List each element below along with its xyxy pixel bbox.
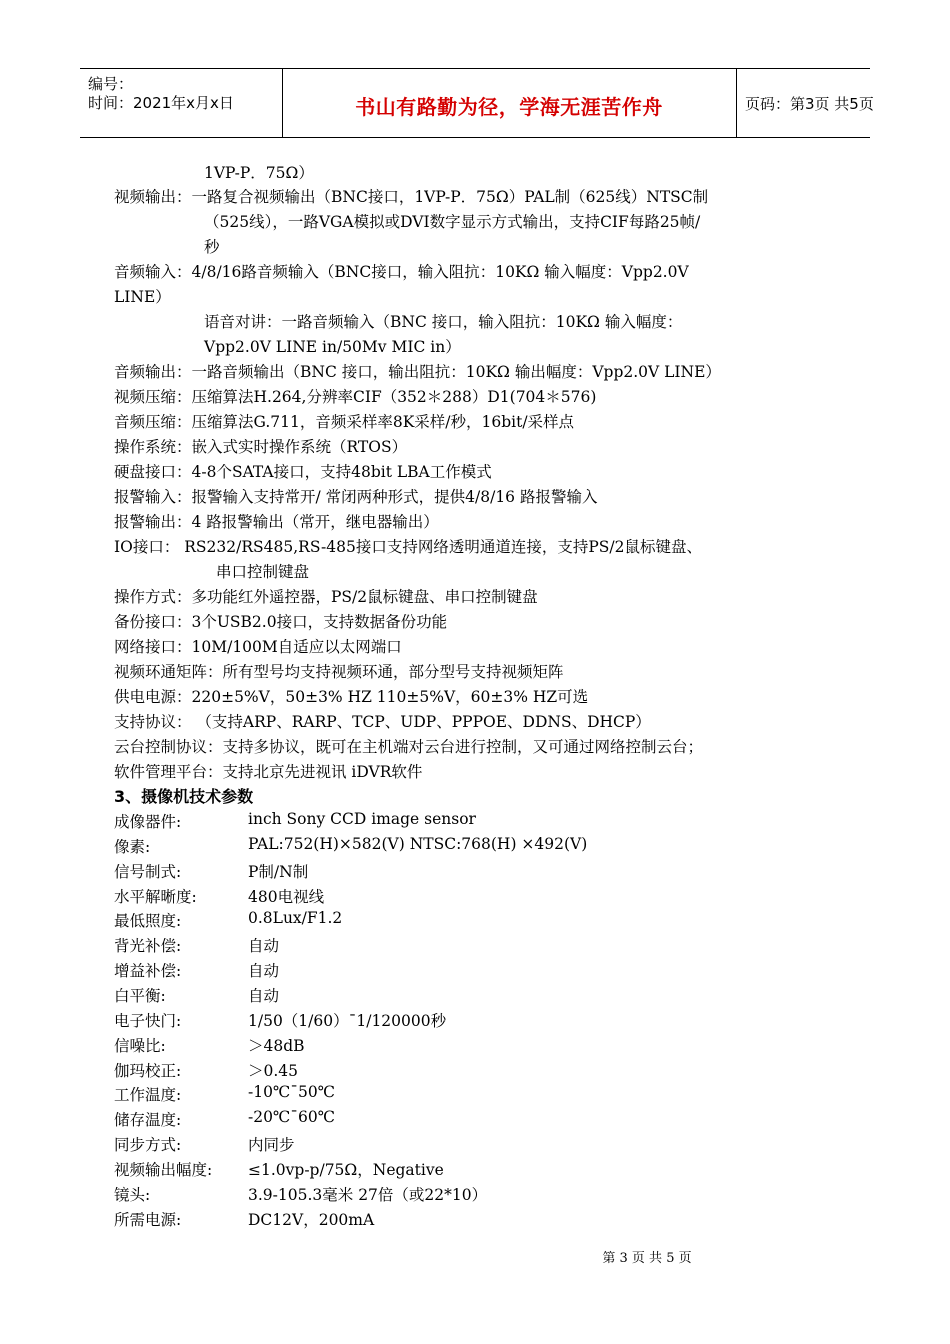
param-value: 自动	[248, 986, 280, 1005]
param-value: 0.8Lux/F1.2	[248, 909, 343, 928]
header-motto-cell	[282, 69, 737, 137]
param-value: 480电视线	[248, 887, 325, 906]
spec-line: 支持协议： （支持ARP、RARP、TCP、UDP、PPPOE、DDNS、DHCP）	[114, 713, 651, 731]
param-key: 所需电源:	[114, 1210, 182, 1229]
param-key: 镜头:	[114, 1185, 151, 1204]
param-value: PAL:752(H)×582(V) NTSC:768(H) ×492(V)	[248, 834, 588, 853]
param-value: 3.9-105.3毫米 27倍（或22*10）	[248, 1185, 488, 1204]
spec-line: 软件管理平台：支持北京先进视讯 iDVR软件	[114, 763, 423, 781]
param-key: 成像器件:	[114, 813, 182, 831]
header-meta-cell	[80, 69, 283, 137]
spec-line: 秒	[204, 238, 220, 256]
spec-line: 音频压缩：压缩算法G.711，音频采样率8K采样/秒，16bit/采样点	[114, 413, 575, 431]
param-value: P制/N制	[248, 862, 309, 881]
param-key: 信噪比:	[114, 1036, 166, 1055]
param-key: 最低照度:	[114, 912, 182, 931]
param-value: -20℃¯60℃	[248, 1108, 336, 1127]
document-number-label: 编号：	[88, 75, 134, 93]
param-value: 内同步	[248, 1136, 295, 1155]
spec-line: Vpp2.0V LINE in/50Mv MIC in）	[204, 338, 461, 356]
param-value: ≤1.0vp-p/75Ω，Negative	[248, 1160, 444, 1179]
spec-line: 视频输出：一路复合视频输出（BNC接口，1VP-P．75Ω）PAL制（625线）NTSC制	[114, 188, 709, 206]
param-key: 白平衡:	[114, 986, 166, 1005]
page-header	[80, 68, 874, 138]
spec-line: 报警输出：4 路报警输出（常开，继电器输出）	[114, 513, 439, 531]
spec-line: 串口控制键盘	[216, 563, 310, 581]
page-footer	[0, 1247, 950, 1266]
spec-line: 音频输入：4/8/16路音频输入（BNC接口，输入阻抗：10KΩ 输入幅度：Vpp2.0V	[114, 263, 689, 281]
spec-line: LINE）	[114, 288, 171, 306]
spec-line: 视频压缩：压缩算法H.264,分辨率CIF（352＊288）D1(704＊576)	[114, 388, 597, 406]
spec-line: 备份接口：3个USB2.0接口，支持数据备份功能	[114, 613, 448, 631]
param-value: 自动	[248, 937, 280, 956]
spec-line: 报警输入：报警输入支持常开/ 常闭两种形式，提供4/8/16 路报警输入	[114, 488, 598, 506]
spec-line: 操作方式：多功能红外遥控器，PS/2鼠标键盘、串口控制键盘	[114, 588, 538, 606]
spec-line: （525线），一路VGA模拟或DVI数字显示方式输出，支持CIF每路25帧/	[204, 213, 701, 231]
param-value: inch Sony CCD image sensor	[248, 810, 476, 828]
param-value: DC12V，200mA	[248, 1210, 375, 1229]
spec-line: 视频环通矩阵：所有型号均支持视频环通，部分型号支持视频矩阵	[114, 663, 564, 681]
param-value: 自动	[248, 962, 280, 981]
header-page-cell	[736, 69, 874, 137]
param-key: 信号制式:	[114, 862, 182, 881]
header-page-number: 页码：第3页 共5页	[745, 95, 874, 113]
spec-line: 操作系统：嵌入式实时操作系统（RTOS）	[114, 438, 408, 456]
param-key: 电子快门:	[114, 1011, 182, 1030]
param-value: ＞0.45	[248, 1061, 299, 1080]
spec-line: 供电电源：220±5%V，50±3% HZ 110±5%V，60±3% HZ可选	[114, 688, 589, 706]
param-value: 1/50（1/60）¯1/120000秒	[248, 1011, 447, 1030]
param-key: 像素:	[114, 837, 151, 856]
param-value: ＞48dB	[248, 1036, 305, 1055]
spec-line: 硬盘接口：4-8个SATA接口，支持48bit LBA工作模式	[114, 463, 492, 481]
spec-line: 云台控制协议：支持多协议，既可在主机端对云台进行控制，又可通过网络控制云台；	[114, 738, 704, 756]
document-date-label: 时间：2021年x月x日	[88, 94, 234, 112]
param-key: 背光补偿:	[114, 937, 182, 956]
param-key: 水平解晰度:	[114, 887, 197, 906]
spec-line: IO接口： RS232/RS485,RS-485接口支持网络透明通道连接，支持PS/2鼠标键盘、	[114, 538, 702, 556]
spec-line: 1VP-P．75Ω）	[204, 164, 314, 182]
header-motto: 书山有路勤为径，学海无涯苦作舟	[355, 95, 663, 119]
param-key: 伽玛校正:	[114, 1061, 182, 1080]
section-title: 3、摄像机技术参数	[114, 787, 254, 806]
spec-line: 音频输出：一路音频输出（BNC 接口，输出阻抗：10KΩ 输出幅度：Vpp2.0V LINE）	[114, 363, 721, 381]
param-key: 储存温度:	[114, 1111, 182, 1130]
param-value: -10℃¯50℃	[248, 1083, 336, 1102]
footer-page-number: 第 3 页 共 5 页	[602, 1251, 692, 1266]
spec-line: 语音对讲：一路音频输入（BNC 接口，输入阻抗：10KΩ 输入幅度：	[204, 313, 683, 331]
param-key: 工作温度:	[114, 1086, 182, 1105]
param-key: 视频输出幅度:	[114, 1160, 213, 1179]
spec-line: 网络接口：10M/100M自适应以太网端口	[114, 638, 402, 656]
param-key: 增益补偿:	[114, 962, 182, 981]
param-key: 同步方式:	[114, 1136, 182, 1155]
